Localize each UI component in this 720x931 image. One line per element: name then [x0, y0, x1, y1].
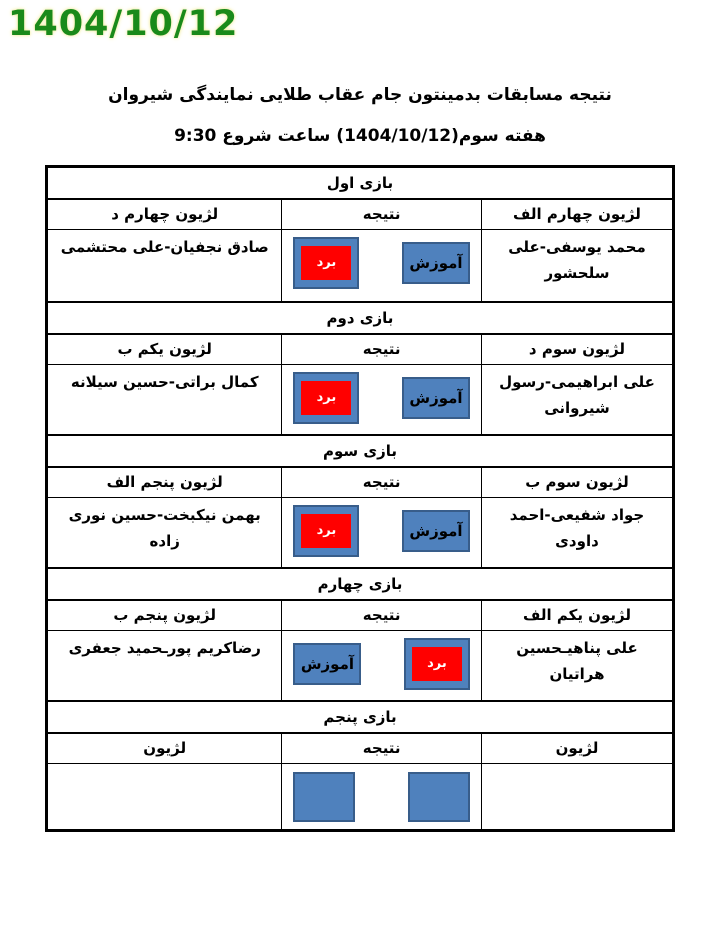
win-box-frame	[293, 505, 359, 557]
game-title: بازی دوم	[47, 302, 674, 334]
empty-result-box	[408, 772, 470, 822]
results-table	[45, 165, 675, 832]
legion-header-left: لژیون چهارم د	[47, 199, 282, 230]
result-header: نتیجه	[282, 199, 482, 230]
tournament-title: نتیجه مسابقات بدمینتون جام عقاب طلایی نمایندگی شیروان	[108, 85, 612, 105]
result-cell	[282, 498, 482, 568]
game-title: بازی پنجم	[47, 701, 674, 733]
training-box: آموزش	[402, 242, 470, 284]
result-header: نتیجه	[282, 467, 482, 498]
legion-header-right: لژیون سوم ب	[481, 467, 673, 498]
result-cell	[282, 631, 482, 701]
players-right: جواد شفیعی-احمد داودی	[481, 498, 673, 568]
result-header: نتیجه	[282, 600, 482, 631]
players-left	[47, 764, 282, 831]
legion-header-left: لژیون یکم ب	[47, 334, 282, 365]
players-left: بهمن نیکبخت-حسین نوری زاده	[47, 498, 282, 568]
legion-header-right: لژیون یکم الف	[481, 600, 673, 631]
empty-result-box	[293, 772, 355, 822]
result-cell	[282, 230, 482, 302]
training-box: آموزش	[293, 643, 361, 685]
players-left: رضاکریم پورـحمید جعفری	[47, 631, 282, 701]
game-section	[47, 167, 674, 302]
game-title: بازی سوم	[47, 435, 674, 467]
game-section	[47, 568, 674, 701]
win-box-frame	[293, 237, 359, 289]
legion-header-left: لژیون پنجم الف	[47, 467, 282, 498]
legion-header-left: لژیون پنجم ب	[47, 600, 282, 631]
win-box: برد	[301, 246, 351, 280]
date-label: 1404/10/12	[8, 4, 239, 44]
result-cell	[282, 764, 482, 831]
win-box: برد	[301, 514, 351, 548]
game-section	[47, 435, 674, 568]
game-section	[47, 701, 674, 831]
legion-header-left: لژیون	[47, 733, 282, 764]
training-box: آموزش	[402, 377, 470, 419]
win-box-frame	[404, 638, 470, 690]
players-right: علی ابراهیمی-رسول شیروانی	[481, 365, 673, 435]
win-box-frame	[293, 372, 359, 424]
legion-header-right: لژیون سوم د	[481, 334, 673, 365]
win-box: برد	[301, 381, 351, 415]
players-right: محمد یوسفی-علی سلحشور	[481, 230, 673, 302]
players-left: صادق نجفیان-علی محتشمی	[47, 230, 282, 302]
result-header: نتیجه	[282, 733, 482, 764]
result-cell	[282, 365, 482, 435]
training-box: آموزش	[402, 510, 470, 552]
game-title: بازی اول	[47, 167, 674, 199]
win-box: برد	[412, 647, 462, 681]
game-title: بازی چهارم	[47, 568, 674, 600]
legion-header-right: لژیون	[481, 733, 673, 764]
result-header: نتیجه	[282, 334, 482, 365]
players-right: علی پناهیـحسین هراتیان	[481, 631, 673, 701]
players-left: کمال براتی-حسین سیلانه	[47, 365, 282, 435]
players-right	[481, 764, 673, 831]
session-subtitle: هفته سوم(1404/10/12) ساعت شروع 9:30	[174, 126, 546, 146]
legion-header-right: لژیون چهارم الف	[481, 199, 673, 230]
game-section	[47, 302, 674, 435]
